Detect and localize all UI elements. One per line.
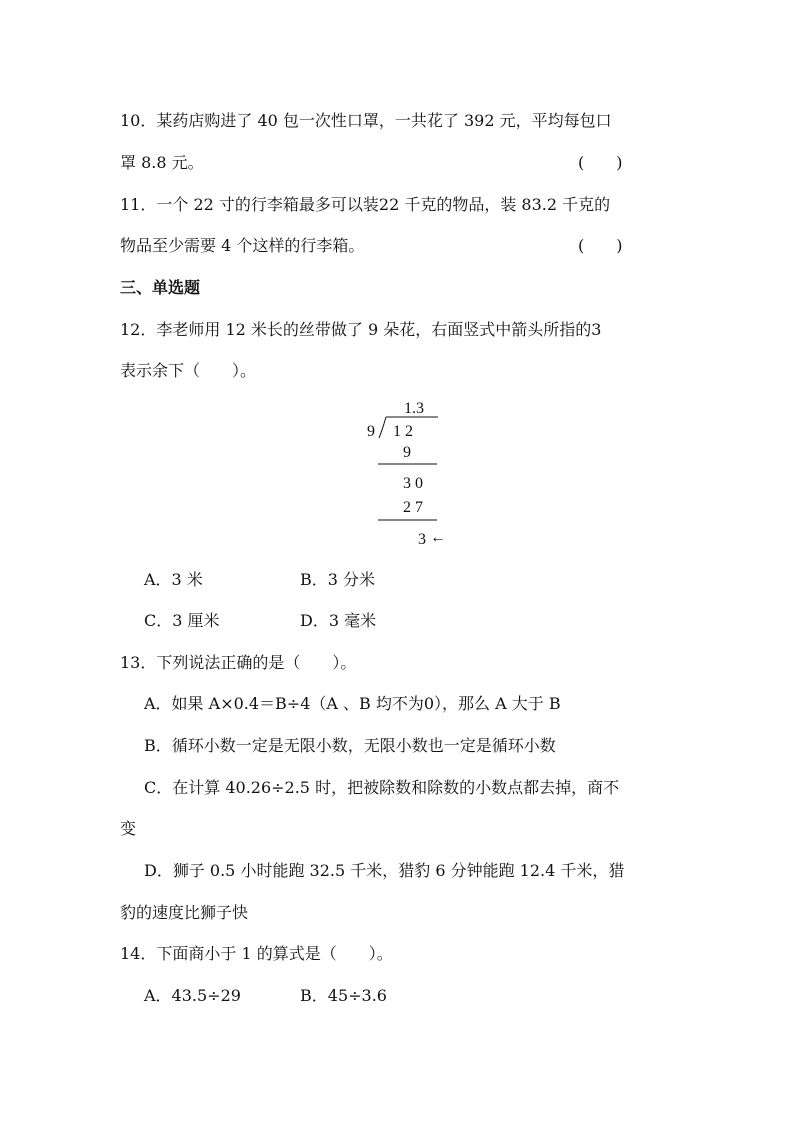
q13-option-c-continued: 变 (120, 819, 137, 838)
q10-line2: 罩 8.8 元。 (120, 153, 204, 172)
q14-option-a[interactable]: A．43.5÷29 (144, 986, 241, 1005)
q10-answer-blank[interactable]: ( ) (578, 153, 623, 172)
q14-stem: 14．下面商小于 1 的算式是（ ）。 (120, 944, 393, 963)
division-step2: 3 0 (403, 475, 423, 492)
long-division-figure (360, 392, 480, 552)
q11-line1: 11．一个 22 寸的行李箱最多可以装22 千克的物品，装 83.2 千克的 (120, 195, 611, 214)
q12-option-c[interactable]: C．3 厘米 (144, 611, 220, 630)
q12-line1: 12．李老师用 12 米长的丝带做了 9 朵花，右面竖式中箭头所指的3 (120, 320, 602, 339)
q14-option-b[interactable]: B．45÷3.6 (300, 986, 387, 1005)
q12-option-a[interactable]: A．3 米 (144, 570, 203, 589)
q13-option-d-continued: 豹的速度比狮子快 (120, 903, 249, 922)
division-remainder: 3 (418, 531, 426, 548)
section-heading-single-choice: 三、单选题 (120, 278, 201, 297)
division-step3: 2 7 (403, 499, 423, 516)
q13-option-a[interactable]: A．如果 A×0.4＝B÷4（A 、B 均不为0），那么 A 大于 B (144, 694, 561, 713)
q12-line2: 表示余下（ ）。 (120, 361, 257, 380)
q11-line2: 物品至少需要 4 个这样的行李箱。 (120, 236, 365, 255)
remainder-arrow-icon: ← (430, 529, 446, 546)
division-divisor: 9 (367, 423, 375, 440)
division-bracket (379, 417, 386, 438)
division-quotient: 1.3 (404, 400, 424, 417)
q10-line1: 10．某药店购进了 40 包一次性口罩，一共花了 392 元，平均每包口 (120, 111, 612, 130)
q11-answer-blank[interactable]: ( ) (578, 236, 623, 255)
division-dividend: 1 2 (393, 423, 413, 440)
q13-option-d[interactable]: D．狮子 0.5 小时能跑 32.5 千米，猎豹 6 分钟能跑 12.4 千米，猎 (144, 861, 625, 880)
q12-option-d[interactable]: D．3 毫米 (300, 611, 377, 630)
q13-option-c[interactable]: C．在计算 40.26÷2.5 时，把被除数和除数的小数点都去掉，商不 (144, 778, 620, 797)
q13-stem: 13．下列说法正确的是（ ）。 (120, 653, 357, 672)
q13-option-b[interactable]: B．循环小数一定是无限小数，无限小数也一定是循环小数 (144, 736, 556, 755)
division-step1: 9 (403, 444, 411, 461)
q12-option-b[interactable]: B．3 分米 (300, 570, 376, 589)
